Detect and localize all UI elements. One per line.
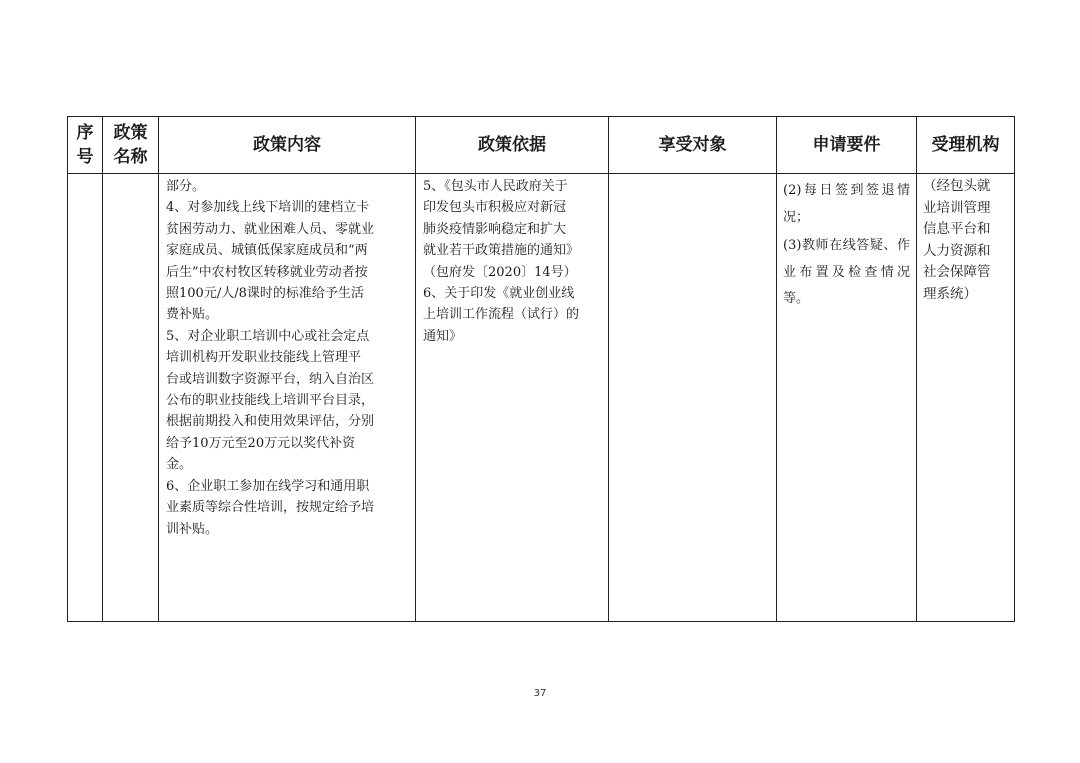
text-line: （包府发〔2020〕14号） — [423, 264, 577, 280]
text-line: 6、关于印发《就业创业线 — [423, 286, 575, 302]
text-line: 部分。 — [166, 179, 206, 194]
policy-basis-lines — [416, 174, 608, 347]
cell-requirements — [777, 174, 917, 622]
text-line: 人力资源和 — [923, 242, 991, 259]
policy-table — [67, 116, 1015, 622]
text-line: 家庭成员、城镇低保家庭成员和“两 — [166, 243, 368, 259]
text-line: 理系统） — [923, 285, 977, 302]
policy-content-lines — [159, 174, 415, 540]
table-header-row — [68, 117, 1015, 174]
header-requirements: 申请要件 — [777, 117, 917, 174]
text-line: 上培训工作流程（试行）的 — [423, 307, 580, 323]
text-line: 公布的职业技能线上培训平台目录， — [166, 393, 375, 409]
text-line: 业培训管理 — [923, 199, 991, 216]
text-line: 社会保障管 — [923, 264, 991, 280]
header-policy-name: 政策名称 — [103, 117, 159, 174]
text-line: 就业若干政策措施的通知》 — [423, 243, 580, 259]
header-agency: 受理机构 — [917, 117, 1015, 174]
text-line: 后生”中农村牧区转移就业劳动者按 — [166, 264, 368, 280]
cell-beneficiaries — [609, 174, 777, 622]
text-line: 训补贴。 — [166, 521, 219, 537]
header-beneficiaries: 享受对象 — [609, 117, 777, 174]
text-line: 台或培训数字资源平台，纳入自治区 — [166, 371, 375, 387]
text-line: 5、《包头市人民政府关于 — [423, 179, 568, 194]
requirement-item: (2)每日签到签退情况； — [783, 183, 910, 225]
cell-policy-content — [159, 174, 416, 622]
cell-policy-basis — [416, 174, 609, 622]
header-policy-basis: 政策依据 — [416, 117, 609, 174]
text-line: 金。 — [166, 457, 193, 473]
cell-policy-name — [103, 174, 159, 622]
text-line: 业素质等综合性培训，按规定给予培 — [166, 500, 375, 516]
cell-index — [68, 174, 103, 622]
text-line: 通知》 — [423, 328, 463, 344]
text-line: 贫困劳动力、就业困难人员、零就业 — [166, 221, 375, 237]
agency-lines — [917, 174, 1014, 305]
text-line: 印发包头市积极应对新冠 — [423, 200, 567, 216]
cell-agency — [917, 174, 1015, 622]
text-line: 费补贴。 — [166, 307, 219, 323]
text-line: 4、对参加线上线下培训的建档立卡 — [166, 200, 370, 216]
text-line: 根据前期投入和使用效果评估，分别 — [166, 414, 375, 430]
text-line: 培训机构开发职业技能线上管理平 — [166, 350, 362, 366]
header-index: 序号 — [68, 117, 103, 174]
text-line: 肺炎疫情影响稳定和扩大 — [423, 221, 567, 237]
text-line: 给予10万元至20万元以奖代补资 — [166, 435, 356, 451]
text-line: 5、对企业职工培训中心或社会定点 — [166, 328, 370, 344]
header-policy-content: 政策内容 — [159, 117, 416, 174]
page-number: 37 — [533, 688, 547, 699]
table-row — [68, 174, 1015, 622]
text-line: （经包头就 — [923, 178, 991, 194]
text-line: 照100元/人/8课时的标准给予生活 — [166, 286, 364, 302]
text-line: 信息平台和 — [923, 221, 991, 237]
text-line: 6、企业职工参加在线学习和通用职 — [166, 478, 370, 494]
requirements-list — [777, 174, 916, 313]
requirement-item: (3)教师在线答疑、作业布置及检查情况等。 — [783, 238, 910, 306]
